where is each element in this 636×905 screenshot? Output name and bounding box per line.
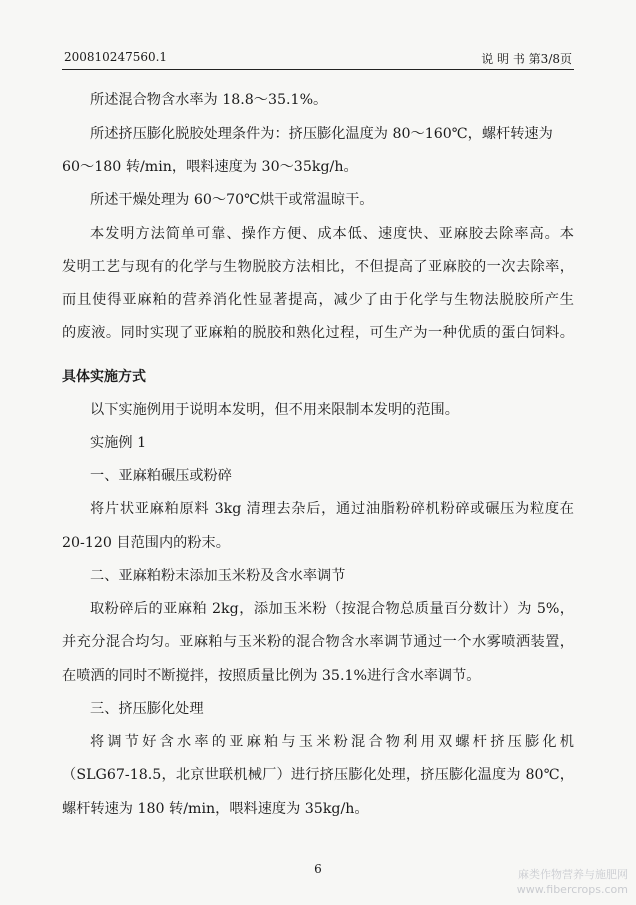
text-line: 取粉碎后的亚麻粕 2kg，添加玉米粉（按混合物总质量百分数计）为 5%， [90, 601, 574, 617]
page-number: 6 [314, 862, 322, 876]
text-line: 20-120 目范围内的粉末。 [62, 535, 230, 551]
text-line: 并充分混合均匀。亚麻粕与玉米粉的混合物含水率调节通过一个水雾喷洒装置， [62, 634, 574, 650]
header-rule [62, 69, 574, 70]
section-heading: 具体实施方式 [62, 369, 146, 385]
text-line: 的废液。同时实现了亚麻粕的脱胶和熟化过程，可生产为一种优质的蛋白饲料。 [62, 325, 574, 341]
step-heading: 一、亚麻粕碾压或粉碎 [90, 468, 232, 484]
watermark [517, 868, 628, 898]
text-line: 发明工艺与现有的化学与生物脱胶方法相比，不但提高了亚麻胶的一次去除率， [62, 259, 574, 275]
text-line: 所述干燥处理为 60～70℃烘干或常温晾干。 [90, 192, 374, 208]
step-heading: 二、亚麻粕粉末添加玉米粉及含水率调节 [90, 568, 346, 584]
text-line: 将调节好含水率的亚麻粕与玉米粉混合物利用双螺杆挤压膨化机 [90, 734, 574, 750]
text-line: 本发明方法简单可靠、操作方便、成本低、速度快、亚麻胶去除率高。本 [90, 226, 574, 242]
text-line: 以下实施例用于说明本发明，但不用来限制本发明的范围。 [90, 402, 459, 418]
watermark-title: 麻类作物营养与施肥网 [518, 868, 628, 881]
text-line: 而且使得亚麻粕的营养消化性显著提高，减少了由于化学与生物法脱胶所产生 [62, 292, 574, 308]
text-line: 在喷洒的同时不断搅拌，按照质量比例为 35.1%进行含水率调节。 [62, 668, 481, 684]
text-line: 所述混合物含水率为 18.8～35.1%。 [90, 92, 328, 108]
text-line: 将片状亚麻粕原料 3kg 清理去杂后，通过油脂粉碎机粉碎或碾压为粒度在 [90, 501, 574, 517]
text-line: 所述挤压膨化脱胶处理条件为：挤压膨化温度为 80～160℃，螺杆转速为 [90, 126, 553, 142]
patent-number: 200810247560.1 [64, 50, 168, 64]
text-line: 60～180 转/min，喂料速度为 30～35kg/h。 [62, 159, 358, 175]
step-heading: 三、挤压膨化处理 [90, 701, 204, 717]
header-title: 说 明 书 第3/8页 [481, 52, 572, 66]
text-line: （SLG67-18.5，北京世联机械厂）进行挤压膨化处理，挤压膨化温度为 80℃， [62, 767, 574, 783]
watermark-url: www.fibercrops.com [516, 882, 628, 896]
text-line: 螺杆转速为 180 转/min，喂料速度为 35kg/h。 [62, 801, 369, 817]
example-heading: 实施例 1 [90, 435, 147, 451]
